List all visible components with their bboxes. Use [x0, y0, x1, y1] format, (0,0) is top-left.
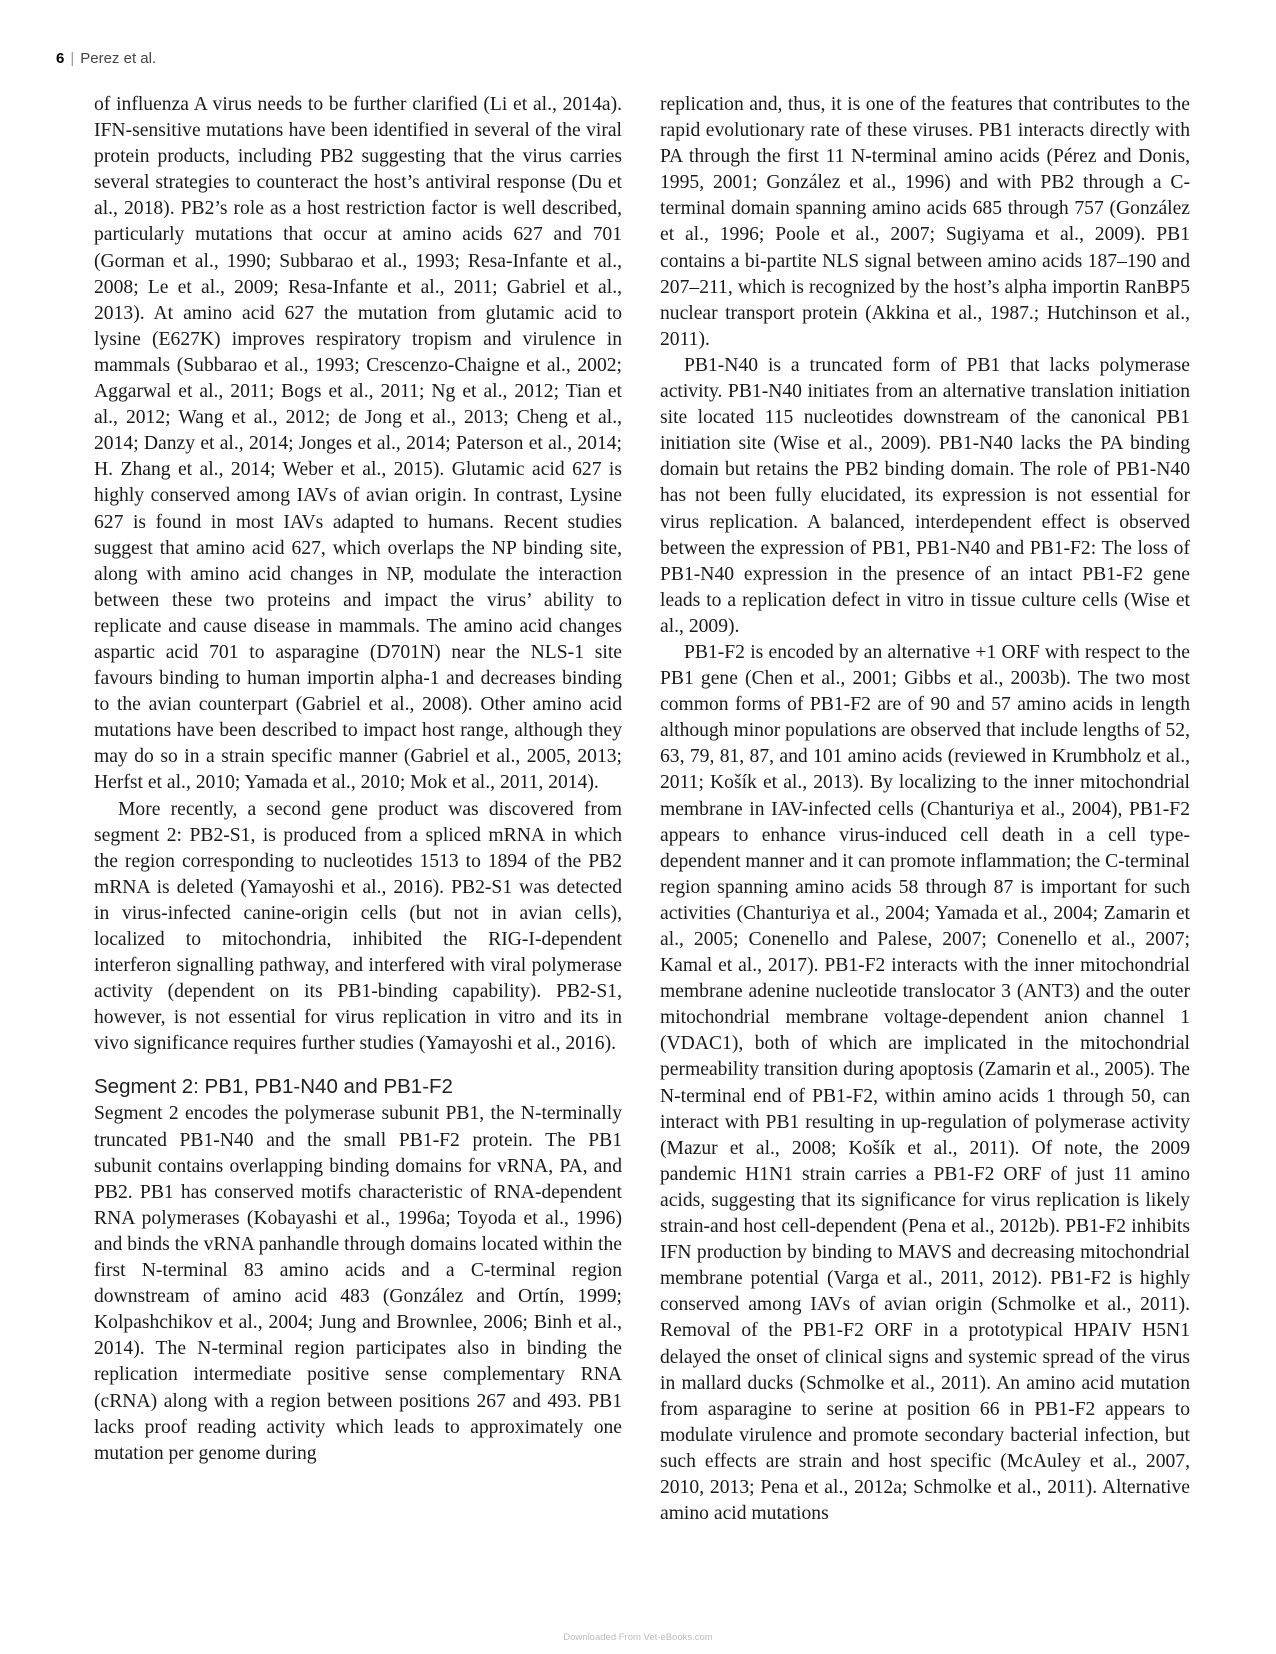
body-paragraph: replication and, thus, it is one of the features that contributes to the rapid evolutionary rate of these viruses. PB1 interacts directly with PA through the first 11 N-terminal amino acids (Pérez and Donis, 1995, 2001; González et al., 1996) and with PB2 through a C-terminal domain spanning amino acids 685 through 757 (González et al., 1996; Poole et al., 2007; Sugiyama et al., 2009). PB1 contains a bi-partite NLS signal between amino acids 187–190 and 207–211, which is recognized by the host’s alpha importin RanBP5 nuclear transport protein (Akkina et al., 1987.; Hutchinson et al., 2011). [660, 94, 1190, 350]
running-head [56, 50, 156, 67]
right-column [660, 92, 1190, 1527]
left-column [94, 92, 622, 1467]
page-number: 6 [56, 50, 65, 67]
running-head-authors: Perez et al. [80, 50, 157, 67]
body-paragraph: PB1-F2 is encoded by an alternative +1 ORF with respect to the PB1 gene (Chen et al., 2001; Gibbs et al., 2003b). The two most common forms of PB1-F2 are of 90 and 57 amino acids in length although minor populations are observed that include lengths of 52, 63, 79, 81, 87, and 101 amino acids (reviewed in Krumbholz et al., 2011; Košík et al., 2013). By localizing to the inner mitochondrial membrane in IAV-infected cells (Chanturiya et al., 2004), PB1-F2 appears to enhance virus-induced cell death in a cell type-dependent manner and it can promote inflammation; the C-terminal region spanning amino acids 58 through 87 is important for such activities (Chanturiya et al., 2004; Yamada et al., 2004; Zamarin et al., 2005; Conenello and Palese, 2007; Conenello et al., 2007; Kamal et al., 2017). PB1-F2 interacts with the inner mitochondrial membrane adenine nucleotide translocator 3 (ANT3) and the outer mitochondrial membrane voltage-dependent anion channel 1 (VDAC1), both of which are implicated in the mitochondrial permeability transition during apoptosis (Zamarin et al., 2005). The N-terminal end of PB1-F2, within amino acids 1 through 50, can interact with PB1 resulting in up-regulation of polymerase activity (Mazur et al., 2008; Košík et al., 2011). Of note, the 2009 pandemic H1N1 strain carries a PB1-F2 ORF of just 11 amino acids, suggesting that its significance for virus replication is likely strain-and host cell-dependent (Pena et al., 2012b). PB1-F2 inhibits IFN production by binding to MAVS and decreasing mitochondrial membrane potential (Varga et al., 2011, 2012). PB1-F2 is highly conserved among IAVs of avian origin (Schmolke et al., 2011). Removal of the PB1-F2 ORF in a prototypical HPAIV H5N1 delayed the onset of clinical signs and systemic spread of the virus in mallard ducks (Schmolke et al., 2011). An amino acid mutation from asparagine to serine at position 66 in PB1-F2 appears to modulate virulence and promote secondary bacterial infection, but such effects are strain and host specific (McAuley et al., 2007, 2010, 2013; Pena et al., 2012a; Schmolke et al., 2011). Alternative amino acid mutations [660, 641, 1191, 1525]
header-separator: | [70, 50, 75, 67]
download-watermark: Downloaded From Vet-eBooks.com [563, 1632, 713, 1643]
body-paragraph: PB1-N40 is a truncated form of PB1 that lacks polymerase activity. PB1-N40 initiates from an alternative translation initiation site located 115 nucleotides downstream of the canonical PB1 initiation site (Wise et al., 2009). PB1-N40 lacks the PA binding domain but retains the PB2 binding domain. The role of PB1-N40 has not been fully elucidated, its expression is not essential for virus replication. A balanced, interdependent effect is observed between the expression of PB1, PB1-N40 and PB1-F2: The loss of PB1-N40 expression in the presence of an intact PB1-F2 gene leads to a replication defect in vitro in tissue culture cells (Wise et al., 2009). [660, 354, 1190, 637]
body-paragraph: Segment 2 encodes the polymerase subunit PB1, the N-terminally truncated PB1-N40 and the small PB1-F2 protein. The PB1 subunit contains overlapping binding domains for vRNA, PA, and PB2. PB1 has conserved motifs characteristic of RNA-dependent RNA polymerases (Kobayashi et al., 1996a; Toyoda et al., 1996) and binds the vRNA panhandle through domains located within the first N-terminal 83 amino acids and a C-terminal region downstream of amino acid 483 (González and Ortín, 1999; Kolpashchikov et al., 2004; Jung and Brownlee, 2006; Binh et al., 2014). The N-terminal region participates also in binding the replication intermediate positive sense complementary RNA (cRNA) along with a region between positions 267 and 493. PB1 lacks proof reading activity which leads to approximately one mutation per genome during [94, 1103, 622, 1464]
body-paragraph: More recently, a second gene product was discovered from segment 2: PB2-S1, is produced from a spliced mRNA in which the region corresponding to nucleotides 1513 to 1894 of the PB2 mRNA is deleted (Yamayoshi et al., 2016). PB2-S1 was detected in virus-infected canine-origin cells (but not in avian cells), localized to mitochondria, inhibited the RIG-I-dependent interferon signalling pathway, and interfered with viral polymerase activity (dependent on its PB1-binding capability). PB2-S1, however, is not essential for virus replication in vitro and its in vivo significance requires further studies (Yamayoshi et al., 2016). [94, 798, 622, 1055]
body-paragraph: of influenza A virus needs to be further clarified (Li et al., 2014a). IFN-sensitive mutations have been identified in several of the viral protein products, including PB2 suggesting that the virus carries several strategies to counteract the host’s antiviral response (Du et al., 2018). PB2’s role as a host restriction factor is well described, particularly mutations that occur at amino acids 627 and 701 (Gorman et al., 1990; Subbarao et al., 1993; Resa-Infante et al., 2008; Le et al., 2009; Resa-Infante et al., 2011; Gabriel et al., 2013). At amino acid 627 the mutation from glutamic acid to lysine (E627K) improves respiratory tropism and virulence in mammals (Subbarao et al., 1993; Crescenzo-Chaigne et al., 2002; Aggarwal et al., 2011; Bogs et al., 2011; Ng et al., 2012; Tian et al., 2012; Wang et al., 2012; de Jong et al., 2013; Cheng et al., 2014; Danzy et al., 2014; Jonges et al., 2014; Paterson et al., 2014; H. Zhang et al., 2014; Weber et al., 2015). Glutamic acid 627 is highly conserved among IAVs of avian origin. In contrast, Lysine 627 is found in most IAVs adapted to humans. Recent studies suggest that amino acid 627, which overlaps the NP binding site, along with amino acid changes in NP, modulate the interaction between these two proteins and impact the virus’ ability to replicate and cause disease in mammals. The amino acid changes aspartic acid 701 to asparagine (D701N) near the NLS-1 site favours binding to human importin alpha-1 and decreases binding to the avian counterpart (Gabriel et al., 2008). Other amino acid mutations have been described to impact host range, although they may do so in a strain specific manner (Gabriel et al., 2005, 2013; Herfst et al., 2010; Yamada et al., 2010; Mok et al., 2011, 2014). [94, 94, 622, 794]
section-heading: Segment 2: PB1, PB1-N40 and PB1-F2 [94, 1075, 453, 1099]
